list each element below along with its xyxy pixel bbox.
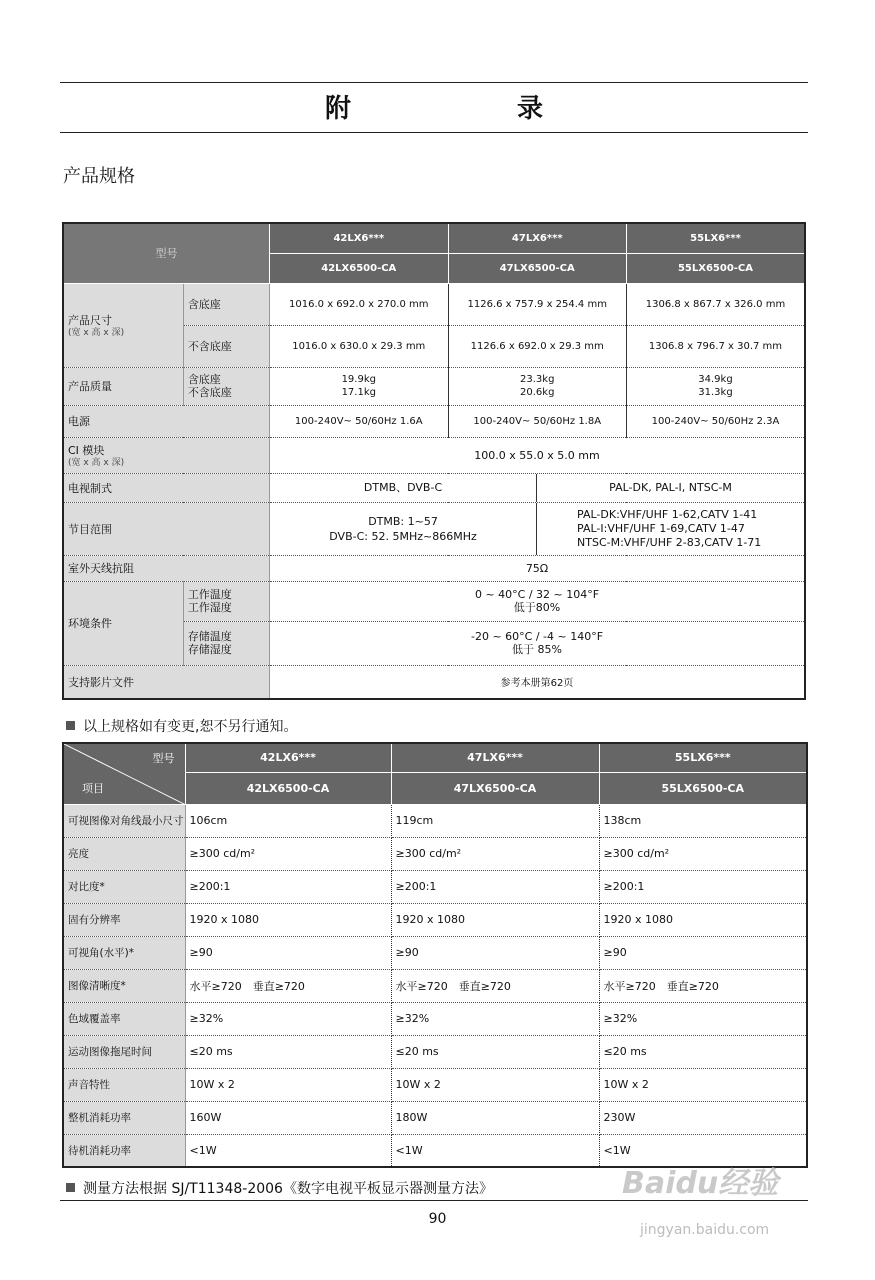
power-42: 100-240V~ 50/60Hz 1.6A	[270, 405, 448, 437]
st-hum-value: 低于 85%	[512, 643, 562, 656]
performance-rows	[63, 804, 807, 1167]
operating-values	[270, 581, 805, 621]
tv-system-digital: DTMB、DVB-C	[270, 474, 537, 502]
perf-row-value: 106cm	[185, 804, 391, 837]
perf-row-label: 运动图像拖尾时间	[63, 1035, 185, 1068]
st-temp-label: 存储温度	[187, 630, 232, 643]
perf-row-value: ≥300 cd/m²	[391, 837, 599, 870]
program-range-values	[270, 502, 805, 555]
watermark-url: jingyan.baidu.com	[640, 1222, 770, 1238]
storage-labels	[183, 621, 269, 665]
perf-row-value: ≥300 cd/m²	[599, 837, 807, 870]
perf-row-value: 138cm	[599, 804, 807, 837]
storage-values	[270, 621, 805, 665]
program-range-label: 节目范围	[63, 502, 270, 555]
perf-row-label: 色域覆盖率	[63, 1002, 185, 1035]
dimensions-label-text: 产品尺寸	[68, 313, 112, 327]
power-47: 100-240V~ 50/60Hz 1.8A	[448, 405, 626, 437]
spec-table	[62, 222, 806, 700]
diagonal-divider	[64, 744, 186, 805]
media-label: 支持影片文件	[63, 665, 270, 699]
tv-system-label: 电视制式	[63, 473, 270, 502]
weight-without-47: 20.6kg	[520, 387, 555, 398]
dim-with-47: 1126.6 x 757.9 x 254.4 mm	[448, 283, 626, 325]
perf-row	[63, 903, 807, 936]
perf-row	[63, 837, 807, 870]
op-temp-label: 工作温度	[187, 588, 232, 601]
model-47: 47LX6500-CA	[448, 253, 626, 283]
perf-row	[63, 969, 807, 1002]
perf-row-label: 对比度*	[63, 870, 185, 903]
ci-module-unit-hint: (宽 x 高 x 深)	[68, 457, 125, 468]
perf-row-value: 水平≥720 垂直≥720	[185, 969, 391, 1002]
perf-row-value: 水平≥720 垂直≥720	[599, 969, 807, 1002]
power-55: 100-240V~ 50/60Hz 2.3A	[626, 405, 805, 437]
perf-row	[63, 804, 807, 837]
weight-without-55: 31.3kg	[698, 387, 733, 398]
tv-system-analog: PAL-DK, PAL-I, NTSC-M	[609, 481, 732, 494]
perf-row-value: 1920 x 1080	[599, 903, 807, 936]
model-42: 42LX6500-CA	[270, 253, 448, 283]
weight-without-stand: 不含底座	[187, 386, 232, 399]
bullet-square-icon	[66, 1183, 75, 1192]
dim-with-55: 1306.8 x 867.7 x 326.0 mm	[626, 283, 805, 325]
weight-55	[626, 367, 805, 405]
perf-model-47: 47LX6500-CA	[391, 772, 599, 804]
ci-module-value: 100.0 x 55.0 x 5.0 mm	[270, 437, 805, 473]
note-measurement	[66, 1178, 493, 1198]
weight-47	[448, 367, 626, 405]
perf-row-label: 待机消耗功率	[63, 1134, 185, 1167]
model-header: 型号	[63, 743, 185, 772]
perf-row-value: 10W x 2	[391, 1068, 599, 1101]
program-range-dvbc: DVB-C: 52. 5MHz~866MHz	[329, 529, 477, 543]
perf-row-value: ≤20 ms	[391, 1035, 599, 1068]
note-changes	[66, 716, 297, 736]
bullet-square-icon	[66, 721, 75, 730]
weight-with-stand: 含底座	[187, 373, 221, 386]
perf-row	[63, 1068, 807, 1101]
dim-without-55: 1306.8 x 796.7 x 30.7 mm	[626, 325, 805, 367]
perf-row-value: 119cm	[391, 804, 599, 837]
program-range-analog	[537, 508, 804, 550]
perf-row-value: ≥90	[599, 936, 807, 969]
note-measurement-text: 测量方法根据 SJ/T11348-2006《数字电视平板显示器测量方法》	[83, 1181, 493, 1197]
perf-row-value: ≥200:1	[185, 870, 391, 903]
perf-row-value: ≥32%	[599, 1002, 807, 1035]
power-label: 电源	[63, 405, 270, 437]
dimensions-with-stand: 含底座	[183, 283, 269, 325]
perf-row-label: 图像清晰度*	[63, 969, 185, 1002]
dimensions-label	[63, 283, 183, 367]
perf-row-value: ≥300 cd/m²	[185, 837, 391, 870]
dim-with-42: 1016.0 x 692.0 x 270.0 mm	[270, 283, 448, 325]
perf-row-value: 160W	[185, 1101, 391, 1134]
perf-row-value: ≥90	[391, 936, 599, 969]
perf-row-value: 1920 x 1080	[185, 903, 391, 936]
perf-row-label: 可视图像对角线最小尺寸	[63, 804, 185, 837]
perf-row-value: ≥200:1	[391, 870, 599, 903]
st-temp-value: -20 ~ 60°C / -4 ~ 140°F	[470, 630, 604, 643]
title-rule	[60, 132, 808, 133]
operating-labels	[183, 581, 269, 621]
perf-row-value: ≥200:1	[599, 870, 807, 903]
watermark-logo: Baidu经验	[622, 1166, 779, 1201]
weight-with-42: 19.9kg	[341, 374, 376, 385]
perf-row-label: 声音特性	[63, 1068, 185, 1101]
ci-module-label-text: CI 模块	[68, 443, 105, 457]
media-value: 参考本册第62页	[500, 678, 574, 690]
top-rule	[60, 82, 808, 83]
perf-row-label: 可视角(水平)*	[63, 936, 185, 969]
perf-series-47: 47LX6***	[391, 743, 599, 772]
weight-without-42: 17.1kg	[341, 387, 376, 398]
dimensions-without-stand: 不含底座	[183, 325, 269, 367]
section-title: 产品规格	[63, 166, 135, 187]
weight-with-47: 23.3kg	[520, 374, 555, 385]
perf-row	[63, 870, 807, 903]
environment-label: 环境条件	[63, 581, 183, 665]
perf-row	[63, 1101, 807, 1134]
perf-row-value: ≥90	[185, 936, 391, 969]
perf-row-value: 10W x 2	[599, 1068, 807, 1101]
dim-without-47: 1126.6 x 692.0 x 29.3 mm	[448, 325, 626, 367]
program-range-digital	[270, 503, 537, 555]
perf-row	[63, 936, 807, 969]
op-hum-value: 低于80%	[513, 601, 561, 614]
antenna-label: 室外天线抗阻	[63, 555, 270, 581]
dim-without-42: 1016.0 x 630.0 x 29.3 mm	[270, 325, 448, 367]
program-range-pal-i: PAL-I:VHF/UHF 1-69,CATV 1-47	[577, 521, 745, 535]
perf-row-value: ≥32%	[185, 1002, 391, 1035]
note-changes-text: 以上规格如有变更,恕不另行通知。	[83, 719, 298, 735]
perf-row	[63, 1035, 807, 1068]
performance-table	[62, 742, 808, 1168]
perf-row-value: ≤20 ms	[185, 1035, 391, 1068]
perf-row-label: 亮度	[63, 837, 185, 870]
series-47: 47LX6***	[448, 223, 626, 253]
page-title: 附 录	[324, 94, 613, 124]
weight-42	[270, 367, 448, 405]
page-number: 90	[428, 1211, 447, 1227]
perf-row-value: 1920 x 1080	[391, 903, 599, 936]
weight-sub-labels	[183, 367, 269, 405]
perf-row-value: ≤20 ms	[599, 1035, 807, 1068]
series-42: 42LX6***	[270, 223, 448, 253]
series-55: 55LX6***	[626, 223, 805, 253]
perf-row-value: 10W x 2	[185, 1068, 391, 1101]
program-range-pal-dk: PAL-DK:VHF/UHF 1-62,CATV 1-41	[577, 507, 758, 521]
perf-series-55: 55LX6***	[599, 743, 807, 772]
antenna-value: 75Ω	[270, 555, 805, 581]
perf-row-value: 180W	[391, 1101, 599, 1134]
program-range-dtmb: DTMB: 1~57	[368, 514, 438, 528]
perf-row-value: ≥32%	[391, 1002, 599, 1035]
item-header: 项目	[63, 772, 185, 804]
ci-module-label	[63, 437, 270, 473]
perf-row-value: 水平≥720 垂直≥720	[391, 969, 599, 1002]
model-55: 55LX6500-CA	[626, 253, 805, 283]
op-temp-value: 0 ~ 40°C / 32 ~ 104°F	[474, 588, 600, 601]
perf-row-value: 230W	[599, 1101, 807, 1134]
program-range-ntsc-m: NTSC-M:VHF/UHF 2-83,CATV 1-71	[577, 535, 762, 549]
perf-row-label: 固有分辨率	[63, 903, 185, 936]
weight-with-55: 34.9kg	[698, 374, 733, 385]
perf-model-42: 42LX6500-CA	[185, 772, 391, 804]
perf-row	[63, 1002, 807, 1035]
model-label: 型号	[63, 223, 270, 283]
perf-model-55: 55LX6500-CA	[599, 772, 807, 804]
perf-row-value: <1W	[185, 1134, 391, 1167]
perf-row-value: <1W	[603, 1143, 631, 1157]
perf-row-label: 整机消耗功率	[63, 1101, 185, 1134]
st-hum-label: 存储湿度	[187, 643, 232, 656]
perf-row-value: <1W	[391, 1134, 599, 1167]
weight-label: 产品质量	[63, 367, 183, 405]
tv-system-values	[270, 473, 805, 502]
op-hum-label: 工作湿度	[187, 601, 232, 614]
perf-series-42: 42LX6***	[185, 743, 391, 772]
dimensions-unit-hint: (宽 x 高 x 深)	[68, 327, 125, 338]
